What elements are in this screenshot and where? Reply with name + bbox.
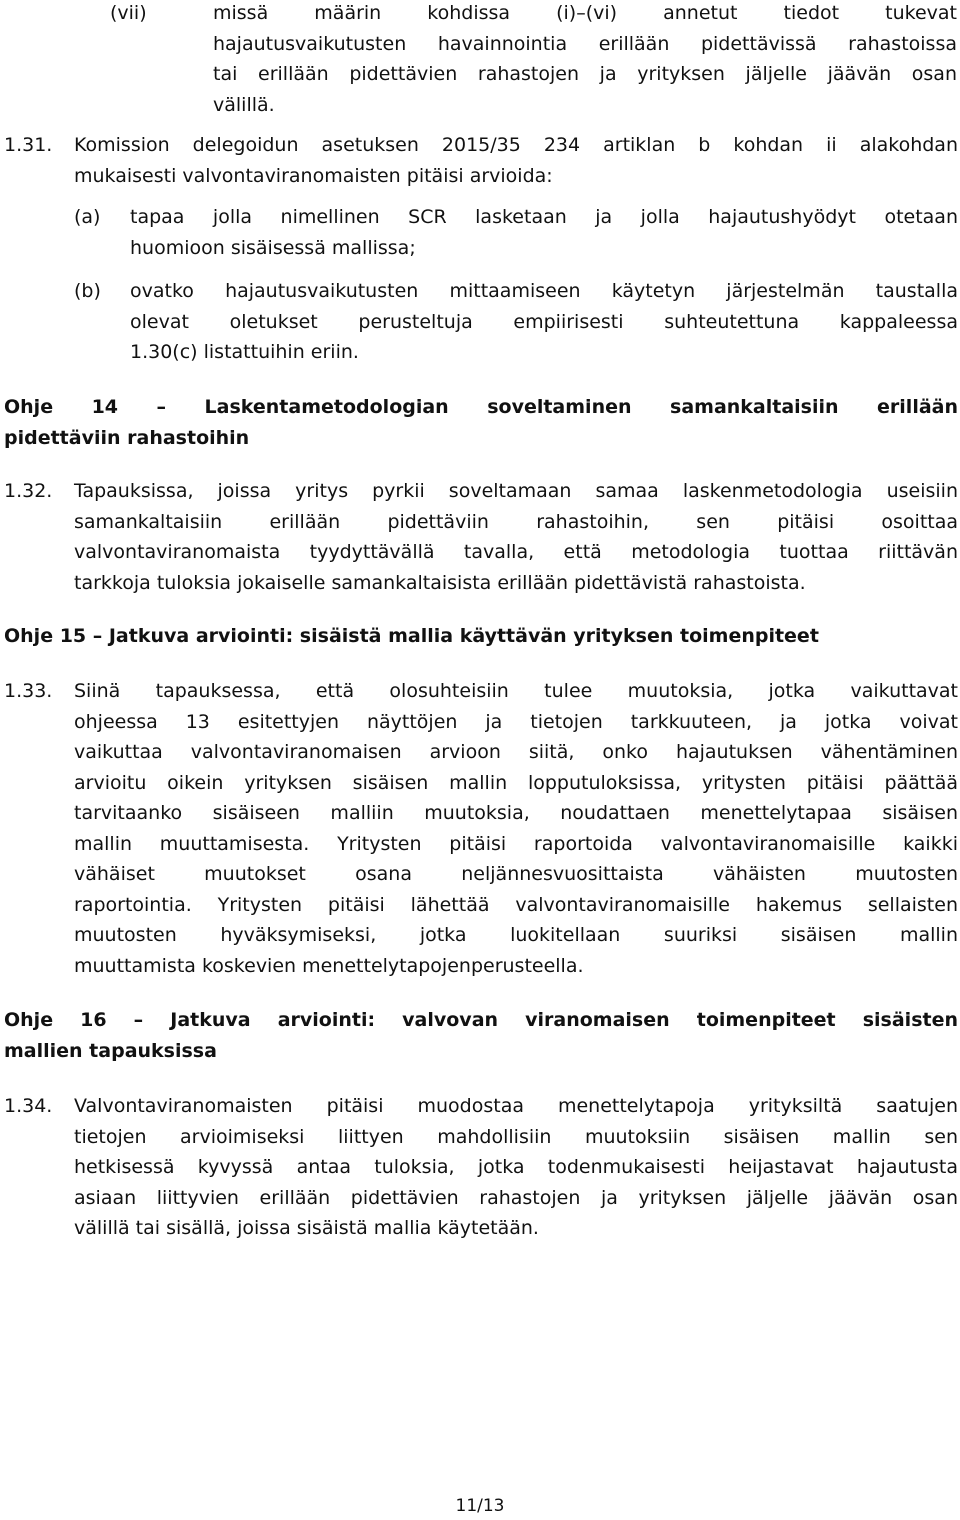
paragraph-1-33 xyxy=(74,676,958,981)
text-line: mallin muuttamisesta. Yritysten pitäisi raportoida valvontaviranomaisille kaikki xyxy=(74,832,958,855)
heading-line: Ohje 15 – Jatkuva arviointi: sisäistä mallia käyttävän yrityksen toimenpiteet xyxy=(4,625,819,647)
text-line: muutosten hyväksymiseksi, jotka luokitellaan suuriksi sisäisen mallin xyxy=(74,924,958,946)
text-line: arvioitu oikein yrityksen sisäisen mallin lopputuloksissa, yritysten pitäisi päättää xyxy=(74,771,958,794)
text-line: Siinä tapauksessa, että olosuhteisiin tulee muutoksia, jotka vaikuttavat xyxy=(74,680,958,702)
paragraph-1-31 xyxy=(74,130,958,191)
text-line: raportointia. Yritysten pitäisi lähettää valvontaviranomaisille hakemus sellaisten xyxy=(74,893,958,916)
text-line: vaikuttaa valvontaviranomaisen arvioon siitä, onko hajautuksen vähentäminen xyxy=(74,741,958,763)
item-b-text xyxy=(130,276,958,368)
text-line: tapaa jolla nimellinen SCR lasketaan ja jolla hajautushyödyt otetaan xyxy=(130,206,958,228)
text-line: tarkkoja tuloksia jokaiselle samankaltaisista erillään pidettävistä rahastoista. xyxy=(74,571,806,594)
item-vii-text xyxy=(213,0,957,120)
text-line: vähäiset muutokset osana neljännesvuosittaista vähäisten muutosten xyxy=(74,863,958,885)
text-line: tarvitaanko sisäiseen malliin muutoksia, noudattaen menettelytapaa sisäisen xyxy=(74,802,958,824)
text-line: samankaltaisiin erillään pidettäviin rahastoihin, sen pitäisi osoittaa xyxy=(74,510,958,533)
item-vii-label: (vii) xyxy=(110,2,147,24)
text-line: hajautusvaikutusten havainnointia erillään pidettävissä rahastoissa xyxy=(213,32,957,55)
text-line: olevat oletukset perusteltuja empiirisesti suhteutettuna kappaleessa xyxy=(130,310,958,333)
text-line: tai erillään pidettävien rahastojen ja yrityksen jäljelle jäävän osan xyxy=(213,63,957,85)
item-b-label: (b) xyxy=(74,280,101,302)
heading-line: Ohje 16 – Jatkuva arviointi: valvovan viranomaisen toimenpiteet sisäisten xyxy=(4,1009,958,1031)
guideline-15-heading xyxy=(4,621,958,652)
guideline-16-heading xyxy=(4,1005,958,1067)
page-number: 11/13 xyxy=(455,1496,505,1516)
text-line: mukaisesti valvontaviranomaisten pitäisi arvioida: xyxy=(74,164,553,187)
heading-line: pidettäviin rahastoihin xyxy=(4,427,250,449)
text-line: välillä. xyxy=(213,93,275,116)
text-line: Tapauksissa, joissa yritys pyrkii soveltamaan samaa laskenmetodologia useisiin xyxy=(74,480,958,502)
text-line: hetkisessä kyvyssä antaa tuloksia, jotka todenmukaisesti heijastavat hajautusta xyxy=(74,1156,958,1178)
text-line: huomioon sisäisessä mallissa; xyxy=(130,236,416,259)
paragraph-number-1-34: 1.34. xyxy=(4,1095,53,1117)
heading-line: Ohje 14 – Laskentametodologian soveltaminen samankaltaisiin erillään xyxy=(4,396,958,418)
item-a-label: (a) xyxy=(74,206,101,228)
text-line: Valvontaviranomaisten pitäisi muodostaa menettelytapoja yrityksiltä saatujen xyxy=(74,1095,958,1117)
item-a-text xyxy=(130,202,958,263)
text-line: missä määrin kohdissa (i)–(vi) annetut tiedot tukevat xyxy=(213,2,957,24)
text-line: tietojen arvioimiseksi liittyen mahdollisiin muutoksiin sisäisen mallin sen xyxy=(74,1125,958,1148)
text-line: valvontaviranomaista tyydyttävällä tavalla, että metodologia tuottaa riittävän xyxy=(74,541,958,563)
text-line: asiaan liittyvien erillään pidettävien rahastojen ja yrityksen jäljelle jäävän osan xyxy=(74,1186,958,1209)
text-line: 1.30(c) listattuihin eriin. xyxy=(130,341,359,363)
text-line: muuttamista koskevien menettelytapojenperusteella. xyxy=(74,954,584,977)
paragraph-number-1-31: 1.31. xyxy=(4,134,53,156)
heading-line: mallien tapauksissa xyxy=(4,1040,217,1062)
text-line: ovatko hajautusvaikutusten mittaamiseen käytetyn järjestelmän taustalla xyxy=(130,280,958,302)
text-line: välillä tai sisällä, joissa sisäistä mallia käytetään. xyxy=(74,1217,539,1239)
paragraph-number-1-32: 1.32. xyxy=(4,480,53,502)
paragraph-1-34 xyxy=(74,1091,958,1244)
paragraph-number-1-33: 1.33. xyxy=(4,680,53,702)
text-line: Komission delegoidun asetuksen 2015/35 234 artiklan b kohdan ii alakohdan xyxy=(74,134,958,156)
text-line: ohjeessa 13 esitettyjen näyttöjen ja tietojen tarkkuuteen, ja jotka voivat xyxy=(74,710,958,733)
paragraph-1-32 xyxy=(74,476,958,598)
guideline-14-heading xyxy=(4,392,958,454)
